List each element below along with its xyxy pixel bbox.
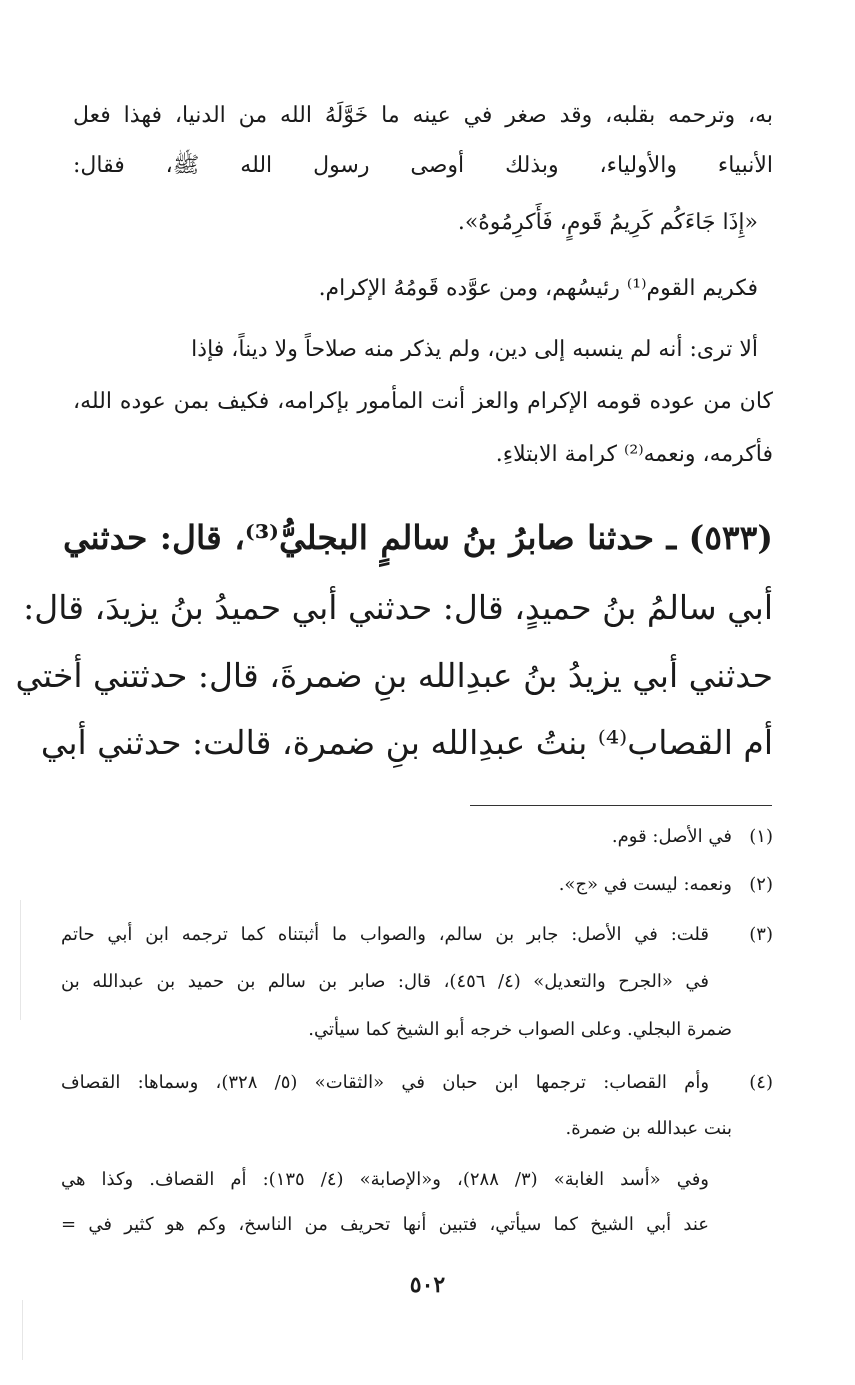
footnote-4-line-1: وأم القصاب: ترجمها ابن حبان في «الثقات» (٥/ ٣٢٨)، وسماها: القصاف <box>61 1072 710 1093</box>
footnote-2-text: ونعمه: ليست في «ج». <box>558 874 732 895</box>
footnote-1-number: (١) <box>749 826 773 847</box>
footnote-4-line-2: بنت عبدالله بن ضمرة. <box>565 1118 732 1139</box>
body-line-5: ألا ترى: أنه لم ينسبه إلى دين، ولم يذكر منه صلاحاً ولا ديناً، فإذا <box>191 337 758 362</box>
footnote-4-number: (٤) <box>749 1072 773 1093</box>
body-line-4: فكريم القوم⁽¹⁾ رئيسُهم، ومن عوَّده قَومُهُ الإكرام. <box>318 276 758 301</box>
hadith-line-1: (٥٣٣) ـ حدثنا صابرُ بنُ سالمٍ البجليُّ⁽³⁾، قال: حدثني <box>63 518 773 557</box>
footnote-separator <box>470 805 772 806</box>
body-line-6: كان من عوده قومه الإكرام والعز أنت المأمور بإكرامه، فكيف بمن عوده الله، <box>73 389 773 414</box>
body-line-1: به، وترحمه بقلبه، وقد صغر في عينه ما خَوَّلَهُ الله من الدنيا، فهذا فعل <box>73 103 773 128</box>
body-line-7: فأكرمه، ونعمه⁽²⁾ كرامة الابتلاءِ. <box>495 442 773 467</box>
hadith-line-2: أبي سالمُ بنُ حميدٍ، قال: حدثني أبي حميدُ بنُ يزيدَ، قال: <box>23 588 773 627</box>
footnote-4-continuation-1: وفي «أسد الغابة» (٣/ ٢٨٨)، و«الإصابة» (٤/ ١٣٥): أم القصاف. وكذا هي <box>61 1169 710 1190</box>
footnote-2-number: (٢) <box>749 874 773 895</box>
footnote-3-line-2: في «الجرح والتعديل» (٤/ ٤٥٦)، قال: صابر بن سالم بن حميد بن عبدالله بن <box>61 971 710 992</box>
scan-margin-mark <box>20 900 21 1020</box>
footnote-1-text: في الأصل: قوم. <box>611 826 732 847</box>
hadith-line-3: حدثني أبي يزيدُ بنُ عبدِالله بنِ ضمرةَ، قال: حدثتني أختي <box>15 656 773 695</box>
footnote-3-number: (٣) <box>749 924 773 945</box>
footnote-3-line-1: قلت: في الأصل: جابر بن سالم، والصواب ما أثبتناه كما ترجمه ابن أبي حاتم <box>61 924 709 945</box>
body-line-2: الأنبياء والأولياء، وبذلك أوصى رسول الله ﷺ، فقال: <box>73 153 773 178</box>
page-number: ٥٠٢ <box>409 1272 446 1298</box>
hadith-quote: «إِذَا جَاءَكُم كَرِيمُ قَومٍ، فَأَكرِمُوهُ». <box>457 210 758 235</box>
footnote-4-continuation-2: عند أبي الشيخ كما سيأتي، فتبين أنها تحريف من الناسخ، وكم هو كثير في = <box>61 1214 709 1235</box>
footnote-3-line-3: ضمرة البجلي. وعلى الصواب خرجه أبو الشيخ كما سيأتي. <box>308 1019 732 1040</box>
scan-margin-mark <box>22 1300 23 1360</box>
hadith-line-4: أم القصاب⁽⁴⁾ بنتُ عبدِالله بنِ ضمرة، قالت: حدثني أبي <box>40 723 773 762</box>
